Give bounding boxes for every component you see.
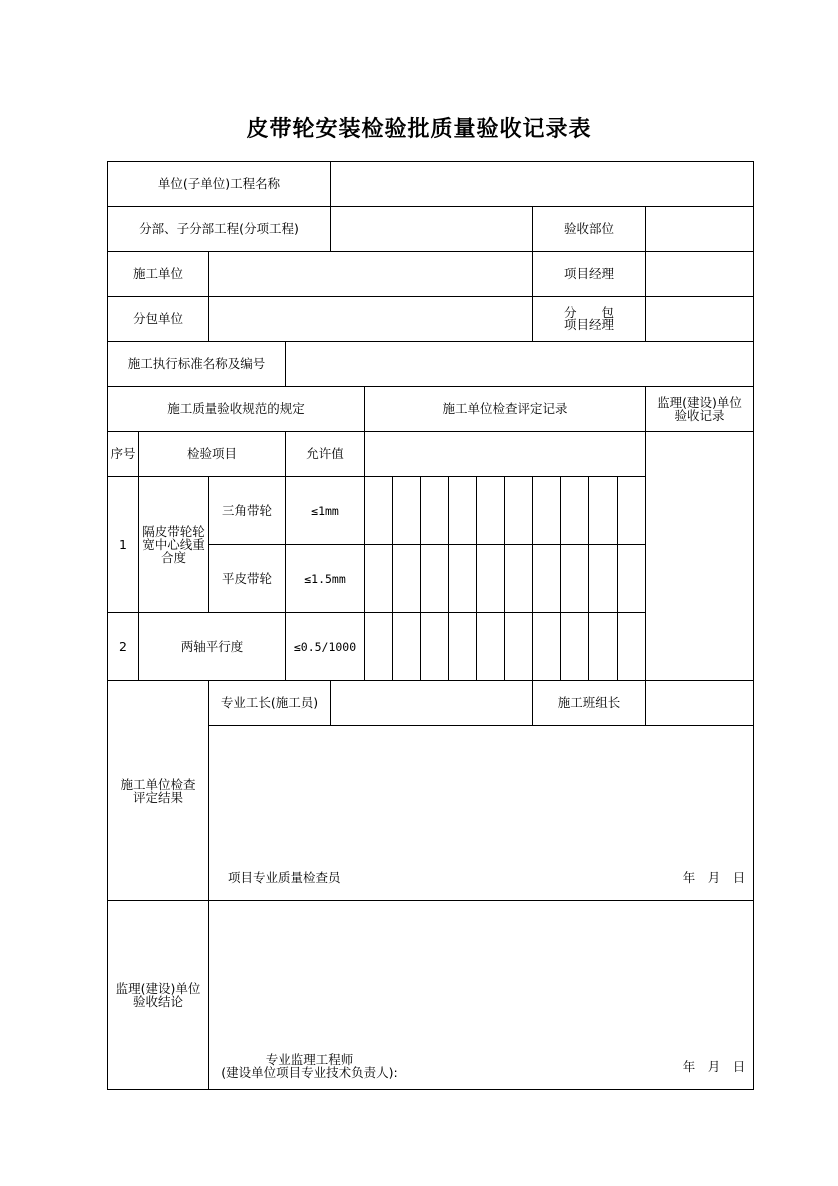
item-1-sub-1-name: 三角带轮: [221, 502, 272, 518]
acceptance-part-label: 验收部位: [563, 221, 614, 236]
construction-result-label-line2: 评定结果: [132, 789, 183, 805]
allowed-header: 允许值: [306, 446, 344, 461]
acceptance-part-value[interactable]: [646, 207, 753, 251]
page-title: 皮带轮安装检验批质量验收记录表: [246, 116, 592, 142]
supervision-header-line2: 验收记录: [674, 408, 725, 423]
project-name-value[interactable]: [331, 162, 753, 206]
supervision-header-line1: 监理(建设)单位: [657, 395, 742, 410]
supervision-engineer-label: [212, 1052, 407, 1080]
standard-value[interactable]: [286, 342, 753, 386]
item-1-sub-2-name: 平皮带轮: [221, 570, 272, 586]
supervision-result-label-line2: 验收结论: [132, 994, 183, 1009]
team-leader-label: 施工班组长: [557, 695, 621, 710]
supervision-header: [646, 387, 753, 431]
spec-header: 施工质量验收规范的规定: [167, 401, 305, 416]
item-1-sub-2-allowed: ≤1.5mm: [304, 571, 346, 586]
supervision-date-label: 年 月 日: [682, 1059, 746, 1074]
foreman-value[interactable]: [331, 681, 532, 725]
project-manager-value[interactable]: [646, 252, 753, 296]
supervision-result-label-line1: 监理(建设)单位: [115, 981, 201, 996]
construction-result-label-line1: 施工单位检查: [120, 776, 196, 792]
team-leader-value[interactable]: [646, 681, 753, 725]
subcontract-unit-label: 分包单位: [132, 311, 183, 326]
subcontract-manager-label-line1: 分 包: [563, 305, 614, 320]
standard-label: 施工执行标准名称及编号: [127, 356, 266, 371]
check-record-header: 施工单位检查评定记录: [442, 401, 568, 416]
item-1-sub-1-allowed: ≤1mm: [311, 503, 339, 518]
supervision-engineer-line1: 专业监理工程师: [265, 1052, 354, 1067]
item-header: 检验项目: [186, 446, 237, 461]
supervision-engineer-line2: (建设单位项目专业技术负责人):: [221, 1065, 398, 1080]
subcontract-unit-value[interactable]: [209, 297, 532, 341]
supervision-result-label: [108, 901, 208, 1089]
construction-unit-label: 施工单位: [132, 266, 183, 281]
subcontract-manager-label-line2: 项目经理: [563, 317, 614, 332]
item-2-name: 两轴平行度: [180, 638, 244, 654]
project-manager-label: 项目经理: [563, 266, 614, 281]
project-name-label: 单位(子单位)工程名称: [157, 176, 281, 191]
item-1-seq: 1: [119, 536, 127, 552]
seq-header: 序号: [110, 446, 136, 461]
item-2-seq: 2: [119, 638, 127, 654]
item-2-allowed: ≤0.5/1000: [293, 639, 357, 654]
division-value[interactable]: [331, 207, 532, 251]
division-label: 分部、子分部工程(分项工程): [139, 221, 299, 236]
inspector-label: 项目专业质量检查员: [228, 870, 341, 885]
item-1-name: 隔皮带轮轮宽中心线重合度: [142, 524, 205, 565]
construction-unit-value[interactable]: [209, 252, 532, 296]
construction-result-label: [108, 681, 208, 900]
foreman-label: 专业工长(施工员): [220, 695, 319, 710]
subcontract-manager-value[interactable]: [646, 297, 753, 341]
construction-date-label: 年 月 日: [682, 870, 746, 885]
subcontract-manager-label: [533, 297, 645, 341]
